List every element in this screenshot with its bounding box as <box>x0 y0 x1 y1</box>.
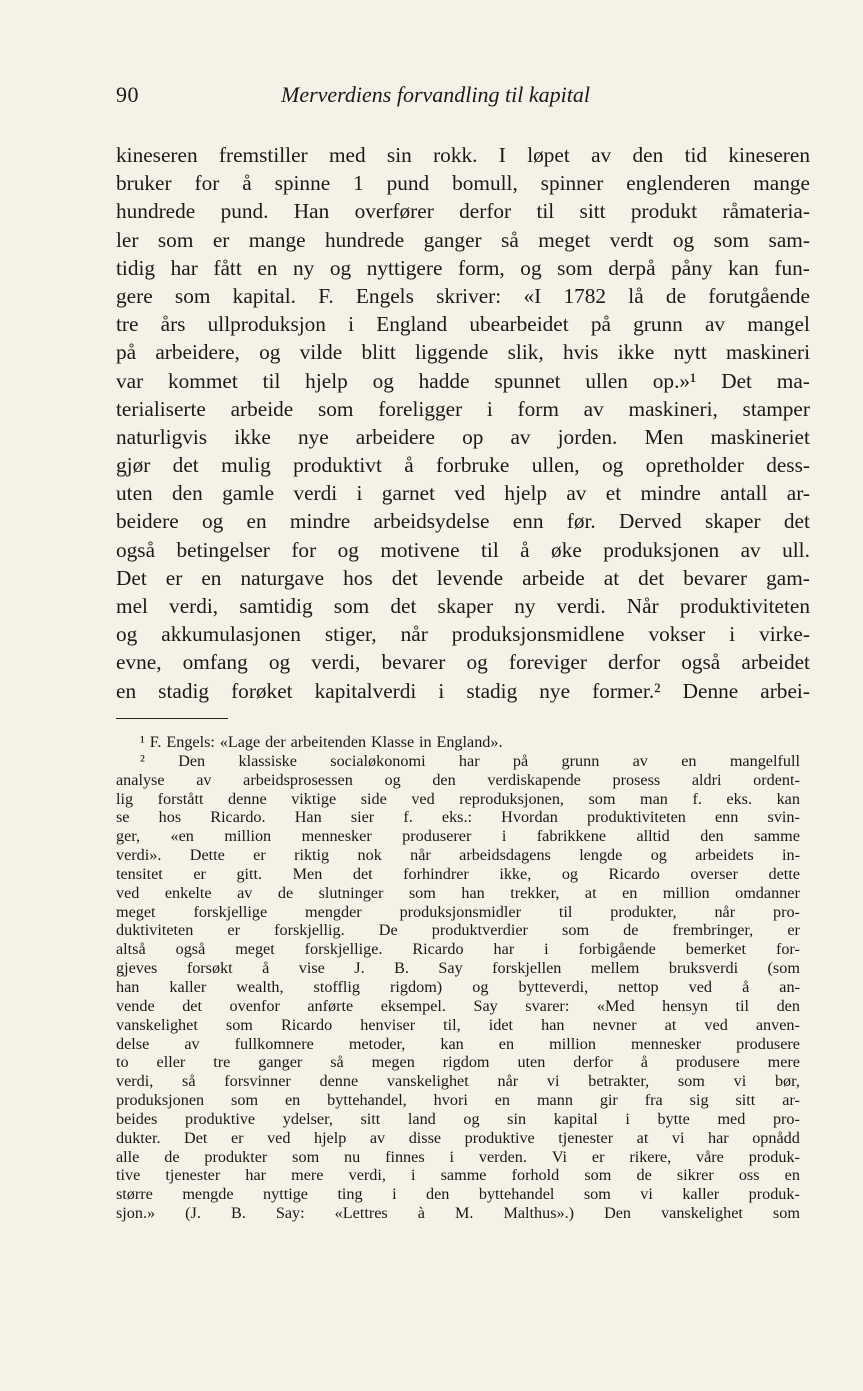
body-text-line: kineseren fremstiller med sin rokk. I løpet av den tid kineseren <box>116 143 810 167</box>
body-text-line: var kommet til hjelp og hadde spunnet ullen op.»¹ Det ma- <box>116 368 810 393</box>
footnote-rule <box>116 718 228 719</box>
body-text-line: naturligvis ikke nye arbeidere op av jorden. Men maskineriet <box>116 424 810 449</box>
footnote-line: verdi, så forsvinner denne vanskelighet når vi betrakter, som vi bør, <box>116 1072 800 1091</box>
footnote-line: større mengde nyttige ting i den byttehandel som vi kaller produk- <box>116 1185 800 1204</box>
main-text <box>116 141 810 705</box>
body-text-line: uten den gamle verdi i garnet ved hjelp av et mindre antall ar- <box>116 481 810 506</box>
body-text-line: evne, omfang og verdi, bevarer og foreviger derfor også arbeidet <box>116 650 810 675</box>
body-text-line: hundrede pund. Han overfører derfor til sitt produkt råmateria- <box>116 199 810 224</box>
body-text-line: ler som er mange hundrede ganger så meget verdt og som sam- <box>116 227 810 252</box>
body-text-line: også betingelser for og motivene til å øke produksjonen av ull. <box>116 537 810 562</box>
body-text-line: og akkumulasjonen stiger, når produksjonsmidlene vokser i virke- <box>116 622 810 647</box>
body-text-line: en stadig forøket kapitalverdi i stadig nye former.² Denne arbei- <box>116 678 810 703</box>
footnote-line: ved enkelte av de slutninger som han trekker, at en million omdanner <box>116 883 800 902</box>
footnote-line: analyse av arbeidsprosessen og den verdiskapende prosess aldri ordent- <box>116 770 800 789</box>
page-number: 90 <box>116 82 139 107</box>
footnote-line: han kaller wealth, stofflig rigdom) og bytteverdi, nettop ved å an- <box>116 977 800 996</box>
footnote-line: tive tjenester har mere verdi, i samme forhold som de sikrer oss en <box>116 1166 800 1185</box>
footnotes <box>116 733 800 1223</box>
footnote-line: verdi». Dette er riktig nok når arbeidsdagens lengde og arbeidets in- <box>116 846 800 865</box>
body-text-line: beidere og en mindre arbeidsydelse enn før. Derved skaper det <box>116 509 810 534</box>
footnote-line: lig forstått denne viktige side ved reproduksjonen, som man f. eks. kan <box>116 789 800 808</box>
body-text-line: gjør det mulig produktivt å forbruke ullen, og opretholder dess- <box>116 453 810 478</box>
footnote-line: tensitet er gitt. Men det forhindrer ikke, og Ricardo overser dette <box>116 864 800 883</box>
footnote-line: ¹ F. Engels: «Lage der arbeitenden Klasse in England». <box>140 733 503 751</box>
footnote-line: delse av fullkomnere metoder, kan en million mennesker produsere <box>116 1034 800 1053</box>
footnote-line: alle de produkter som nu finnes i verden. Vi er rikere, våre produk- <box>116 1147 800 1166</box>
footnote-line: gjeves forsøkt å vise J. B. Say forskjellen mellem bruksverdi (som <box>116 959 800 978</box>
footnote-line: ger, «en million mennesker produserer i fabrikkene alltid den samme <box>116 827 800 846</box>
footnote-line: vanskelighet som Ricardo henviser til, idet han nevner at ved anven- <box>116 1015 800 1034</box>
footnote-line: vende det ovenfor anførte eksempel. Say svarer: «Med hensyn til den <box>116 996 800 1015</box>
footnote-line: ² Den klassiske socialøkonomi har på grunn av en mangelfull <box>140 751 800 770</box>
footnote-line: duktiviteten er forskjellig. De produktverdier som de frembringer, er <box>116 921 800 940</box>
footnote-line: sjon.» (J. B. Say: «Lettres à M. Malthus».) Den vanskelighet som <box>116 1204 800 1223</box>
body-text-line: mel verdi, samtidig som det skaper ny verdi. Når produktiviteten <box>116 594 810 618</box>
footnote-line: altså også meget forskjellige. Ricardo har i forbigående bemerket for- <box>116 940 800 959</box>
footnote-line: to eller tre ganger så megen rigdom uten derfor å produsere mere <box>116 1053 800 1072</box>
body-text-line: tidig har fått en ny og nyttigere form, og som derpå påny kan fun- <box>116 255 810 280</box>
footnote-line: se hos Ricardo. Han sier f. eks.: Hvordan produktiviteten enn svin- <box>116 808 800 827</box>
footnote-line: meget forskjellige mengder produksjonsmidler til produkter, når pro- <box>116 902 800 921</box>
body-text-line: på arbeidere, og vilde blitt liggende slik, hvis ikke nytt maskineri <box>116 340 810 365</box>
footnote-line: beides produktive ydelser, sitt land og sin kapital i bytte med pro- <box>116 1109 800 1128</box>
body-text-line: terialiserte arbeide som foreligger i form av maskineri, stamper <box>116 396 810 421</box>
body-text-line: gere som kapital. F. Engels skriver: «I 1782 lå de forutgående <box>116 283 810 308</box>
running-title: Merverdiens forvandling til kapital <box>281 82 590 107</box>
footnote-line: dukter. Det er ved hjelp av disse produktive tjenester at vi har opnådd <box>116 1128 800 1147</box>
footnote-line: produksjonen som en byttehandel, hvori en mann gir fra sig sitt ar- <box>116 1091 800 1110</box>
body-text-line: bruker for å spinne 1 pund bomull, spinner englenderen mange <box>116 171 810 196</box>
body-text-line: tre års ullproduksjon i England ubearbeidet på grunn av mangel <box>116 312 810 337</box>
body-text-line: Det er en naturgave hos det levende arbeide at det bevarer gam- <box>116 565 810 590</box>
page-header <box>116 82 812 112</box>
